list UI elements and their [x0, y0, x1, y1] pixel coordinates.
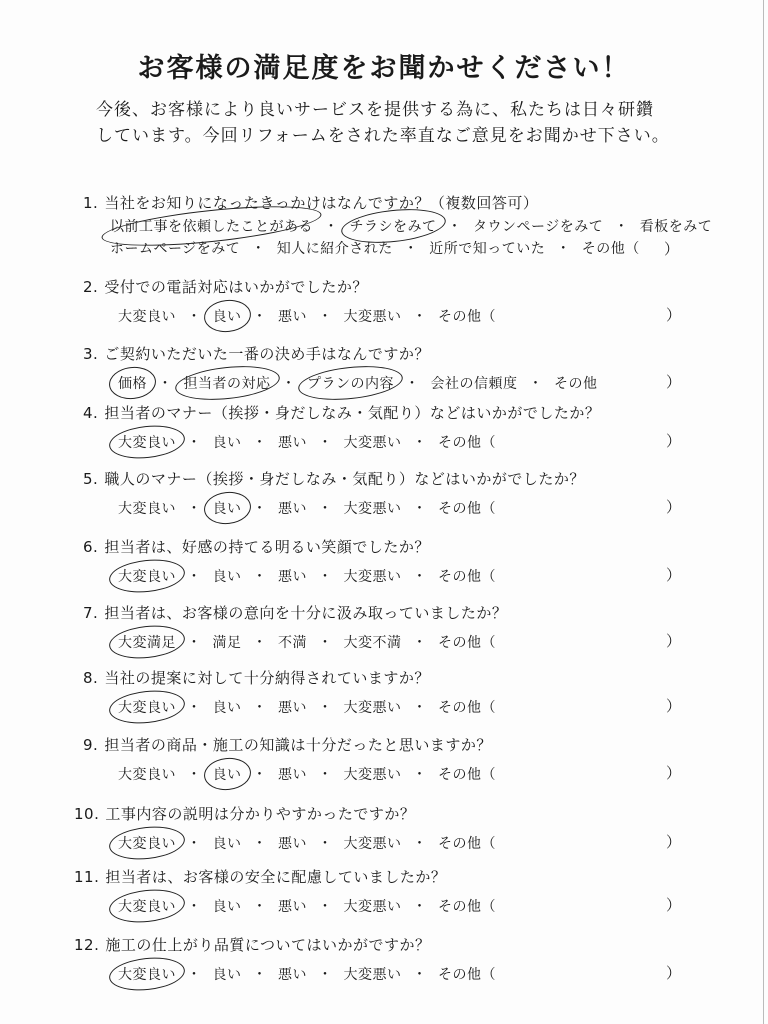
option-separator: ・: [318, 501, 333, 517]
question-text: [83, 276, 368, 297]
answer-option: 良い: [212, 569, 242, 585]
option-separator: ・: [412, 501, 427, 517]
question-number: 4.: [83, 404, 99, 422]
answer-option: 満足: [212, 635, 242, 651]
answer-option: 良い: [211, 764, 244, 784]
answer-options-row: [116, 498, 498, 518]
answer-option: 大変悪い: [343, 767, 402, 783]
answer-option: 大変良い: [116, 697, 178, 717]
question-text: [83, 536, 430, 557]
answer-option: 悪い: [278, 767, 307, 783]
question-text: [74, 866, 446, 887]
answer-options-row: [116, 833, 498, 853]
answer-option: その他（: [581, 241, 640, 257]
option-separator: ・: [187, 836, 202, 852]
answer-option: その他（: [438, 501, 496, 517]
option-separator: ・: [614, 219, 629, 235]
option-separator: ・: [187, 569, 202, 585]
close-paren: ）: [666, 632, 682, 650]
option-separator: ・: [318, 635, 333, 651]
answer-option: 大変悪い: [343, 309, 402, 325]
answer-options-row: [108, 238, 642, 258]
option-separator: ・: [318, 435, 333, 451]
question-label: 担当者は、お客様の安全に配慮していましたか？: [105, 868, 447, 886]
answer-option: 大変不満: [343, 635, 402, 651]
answer-option: 良い: [212, 435, 242, 451]
question-number: 3.: [83, 345, 99, 363]
question-number: 11.: [74, 868, 100, 886]
option-separator: ・: [187, 899, 202, 915]
answer-option: 悪い: [278, 836, 307, 852]
question-text: [83, 667, 430, 688]
question-text: [83, 468, 585, 489]
page-title: お客様の満足度をお聞かせください！: [137, 53, 631, 84]
question-text: [83, 602, 507, 623]
answer-option: 良い: [212, 967, 242, 983]
question-label: 担当者は、好感の持てる明るい笑顔でしたか？: [104, 538, 430, 556]
option-separator: ・: [528, 376, 543, 392]
option-separator: ・: [318, 700, 333, 716]
answer-option: 看板をみて: [639, 219, 713, 235]
close-paren: ）: [664, 240, 680, 258]
question-text: [74, 934, 431, 955]
option-separator: ・: [187, 700, 202, 716]
answer-options-row: [116, 632, 498, 652]
answer-option: 大変良い: [118, 767, 176, 783]
option-separator: ・: [252, 836, 267, 852]
question-label: 施工の仕上がり品質についてはいかがですか？: [105, 936, 431, 954]
close-paren: ）: [666, 896, 682, 914]
answer-options-row: [116, 432, 498, 452]
intro-text: [96, 97, 696, 149]
option-separator: ・: [324, 219, 339, 235]
answer-options-row: [116, 764, 498, 784]
answer-option: 大変満足: [116, 632, 178, 652]
answer-option: 悪い: [278, 899, 307, 915]
intro-line-1: 今後、お客様により良いサービスを提供する為に、私たちは日々研鑽: [96, 100, 654, 120]
question-text: [83, 402, 600, 423]
option-separator: ・: [412, 435, 427, 451]
answer-option: 近所で知っていた: [429, 241, 546, 257]
question-label: ご契約いただいた一番の決め手はなんですか？: [104, 345, 430, 363]
option-separator: ・: [412, 967, 427, 983]
answer-option: 良い: [212, 700, 242, 716]
option-separator: ・: [252, 435, 267, 451]
question-number: 6.: [83, 538, 99, 556]
option-separator: ・: [412, 899, 427, 915]
close-paren: ）: [666, 432, 682, 450]
answer-options-row: [116, 373, 600, 393]
option-separator: ・: [252, 635, 267, 651]
answer-option: 大変悪い: [343, 700, 402, 716]
scan-edge-line: [763, 0, 764, 1024]
question-label: 職人のマナー（挨拶・身だしなみ・気配り）などはいかがでしたか？: [104, 470, 585, 488]
answer-option: 悪い: [278, 435, 307, 451]
question-text: [83, 343, 430, 364]
question-label: 担当者は、お客様の意向を十分に汲み取っていましたか？: [104, 604, 508, 622]
answer-option: その他（: [438, 309, 496, 325]
option-separator: ・: [187, 967, 202, 983]
answer-options-row: [116, 306, 498, 326]
question-label: 受付での電話対応はいかがでしたか？: [104, 278, 368, 296]
answer-option: 良い: [212, 836, 242, 852]
answer-option: 大変良い: [118, 309, 176, 325]
option-separator: ・: [187, 435, 202, 451]
close-paren: ）: [666, 566, 682, 584]
answer-option: その他（: [438, 435, 496, 451]
question-number: 8.: [83, 669, 99, 687]
answer-option: その他（: [438, 569, 496, 585]
option-separator: ・: [403, 241, 419, 257]
answer-option: その他（: [438, 700, 496, 716]
option-separator: ・: [187, 501, 202, 517]
option-separator: ・: [252, 967, 267, 983]
answer-option: 大変悪い: [343, 569, 402, 585]
option-separator: ・: [447, 219, 462, 235]
option-separator: ・: [318, 967, 333, 983]
close-paren: ）: [666, 764, 682, 782]
option-separator: ・: [252, 700, 267, 716]
answer-option: その他（: [438, 899, 496, 915]
answer-option: 不満: [278, 635, 307, 651]
question-number: 2.: [83, 278, 99, 296]
answer-option: 大変良い: [116, 566, 178, 586]
option-separator: ・: [412, 569, 427, 585]
answer-option: 良い: [211, 306, 244, 326]
close-paren: ）: [666, 964, 682, 982]
question-label: 当社の提案に対して十分納得されていますか？: [104, 669, 430, 687]
answer-options-row: [116, 566, 498, 586]
answer-option: 大変悪い: [343, 836, 402, 852]
question-label: 担当者のマナー（挨拶・身だしなみ・気配り）などはいかがでしたか？: [104, 404, 601, 422]
answer-option: 悪い: [278, 309, 307, 325]
question-label: 担当者の商品・施工の知識は十分だったと思いますか？: [104, 736, 492, 754]
answer-option: 大変悪い: [343, 501, 402, 517]
answer-options-row: [108, 216, 714, 236]
option-separator: ・: [412, 635, 427, 651]
option-separator: ・: [412, 767, 427, 783]
question-label: 当社をお知りになったきっかけはなんですか？（複数回答可）: [104, 194, 539, 212]
intro-line-2: しています。今回リフォームをされた率直なご意見をお聞かせ下さい。: [96, 126, 670, 146]
question-text: [83, 734, 492, 755]
close-paren: ）: [666, 833, 682, 851]
answer-options-row: [116, 697, 498, 717]
close-paren: ）: [666, 373, 682, 391]
option-separator: ・: [252, 309, 267, 325]
answer-option: 大変良い: [118, 501, 176, 517]
answer-option: 悪い: [278, 501, 307, 517]
answer-option: 価格: [116, 373, 149, 393]
answer-option: 大変悪い: [343, 967, 402, 983]
option-separator: ・: [187, 635, 202, 651]
option-separator: ・: [252, 501, 267, 517]
question-number: 12.: [74, 936, 100, 954]
option-separator: ・: [187, 309, 202, 325]
question-text: [74, 803, 415, 824]
answer-option: 悪い: [278, 967, 307, 983]
option-separator: ・: [412, 836, 427, 852]
answer-option: その他（: [438, 836, 496, 852]
answer-option: 悪い: [278, 700, 307, 716]
option-separator: ・: [412, 309, 427, 325]
answer-option: その他（: [438, 967, 496, 983]
question-number: 7.: [83, 604, 99, 622]
answer-option: 大変良い: [116, 964, 178, 984]
option-separator: ・: [251, 241, 266, 257]
answer-option: チラシをみて: [348, 216, 439, 236]
answer-option: 大変悪い: [343, 899, 402, 915]
option-separator: ・: [556, 241, 571, 257]
option-separator: ・: [252, 899, 267, 915]
question-label: 工事内容の説明は分かりやすかったですか？: [105, 805, 416, 823]
question-number: 1.: [83, 194, 99, 212]
option-separator: ・: [318, 899, 333, 915]
answer-option: 担当者の対応: [182, 373, 273, 393]
close-paren: ）: [666, 306, 682, 324]
option-separator: ・: [318, 767, 333, 783]
answer-option: その他（: [438, 635, 496, 651]
answer-option: プランの内容: [305, 373, 396, 393]
answer-options-row: [116, 896, 498, 916]
option-separator: ・: [412, 700, 427, 716]
option-separator: ・: [252, 767, 267, 783]
option-separator: ・: [318, 836, 333, 852]
answer-options-row: [116, 964, 498, 984]
answer-option: 以前工事を依頼したことがある: [108, 216, 315, 236]
option-separator: ・: [158, 376, 173, 392]
answer-option: その他: [554, 376, 598, 392]
answer-option: 大変良い: [116, 833, 178, 853]
option-separator: ・: [252, 569, 267, 585]
option-separator: ・: [187, 767, 202, 783]
option-separator: ・: [281, 376, 296, 392]
question-number: 9.: [83, 736, 99, 754]
option-separator: ・: [405, 376, 420, 392]
question-number: 5.: [83, 470, 99, 488]
answer-option: その他（: [438, 767, 496, 783]
answer-option: 良い: [212, 899, 242, 915]
answer-option: 良い: [211, 498, 244, 518]
answer-option: 大変良い: [116, 432, 178, 452]
answer-option: 大変悪い: [343, 435, 402, 451]
option-separator: ・: [318, 309, 333, 325]
answer-option: タウンページをみて: [473, 219, 604, 235]
answer-option: ホームページをみて: [110, 241, 241, 257]
close-paren: ）: [666, 697, 682, 715]
answer-option: 大変良い: [116, 896, 178, 916]
question-number: 10.: [74, 805, 100, 823]
close-paren: ）: [666, 498, 682, 516]
option-separator: ・: [318, 569, 333, 585]
answer-option: 悪い: [278, 569, 307, 585]
answer-option: 会社の信頼度: [430, 376, 518, 392]
answer-option: 知人に紹介された: [276, 241, 393, 257]
